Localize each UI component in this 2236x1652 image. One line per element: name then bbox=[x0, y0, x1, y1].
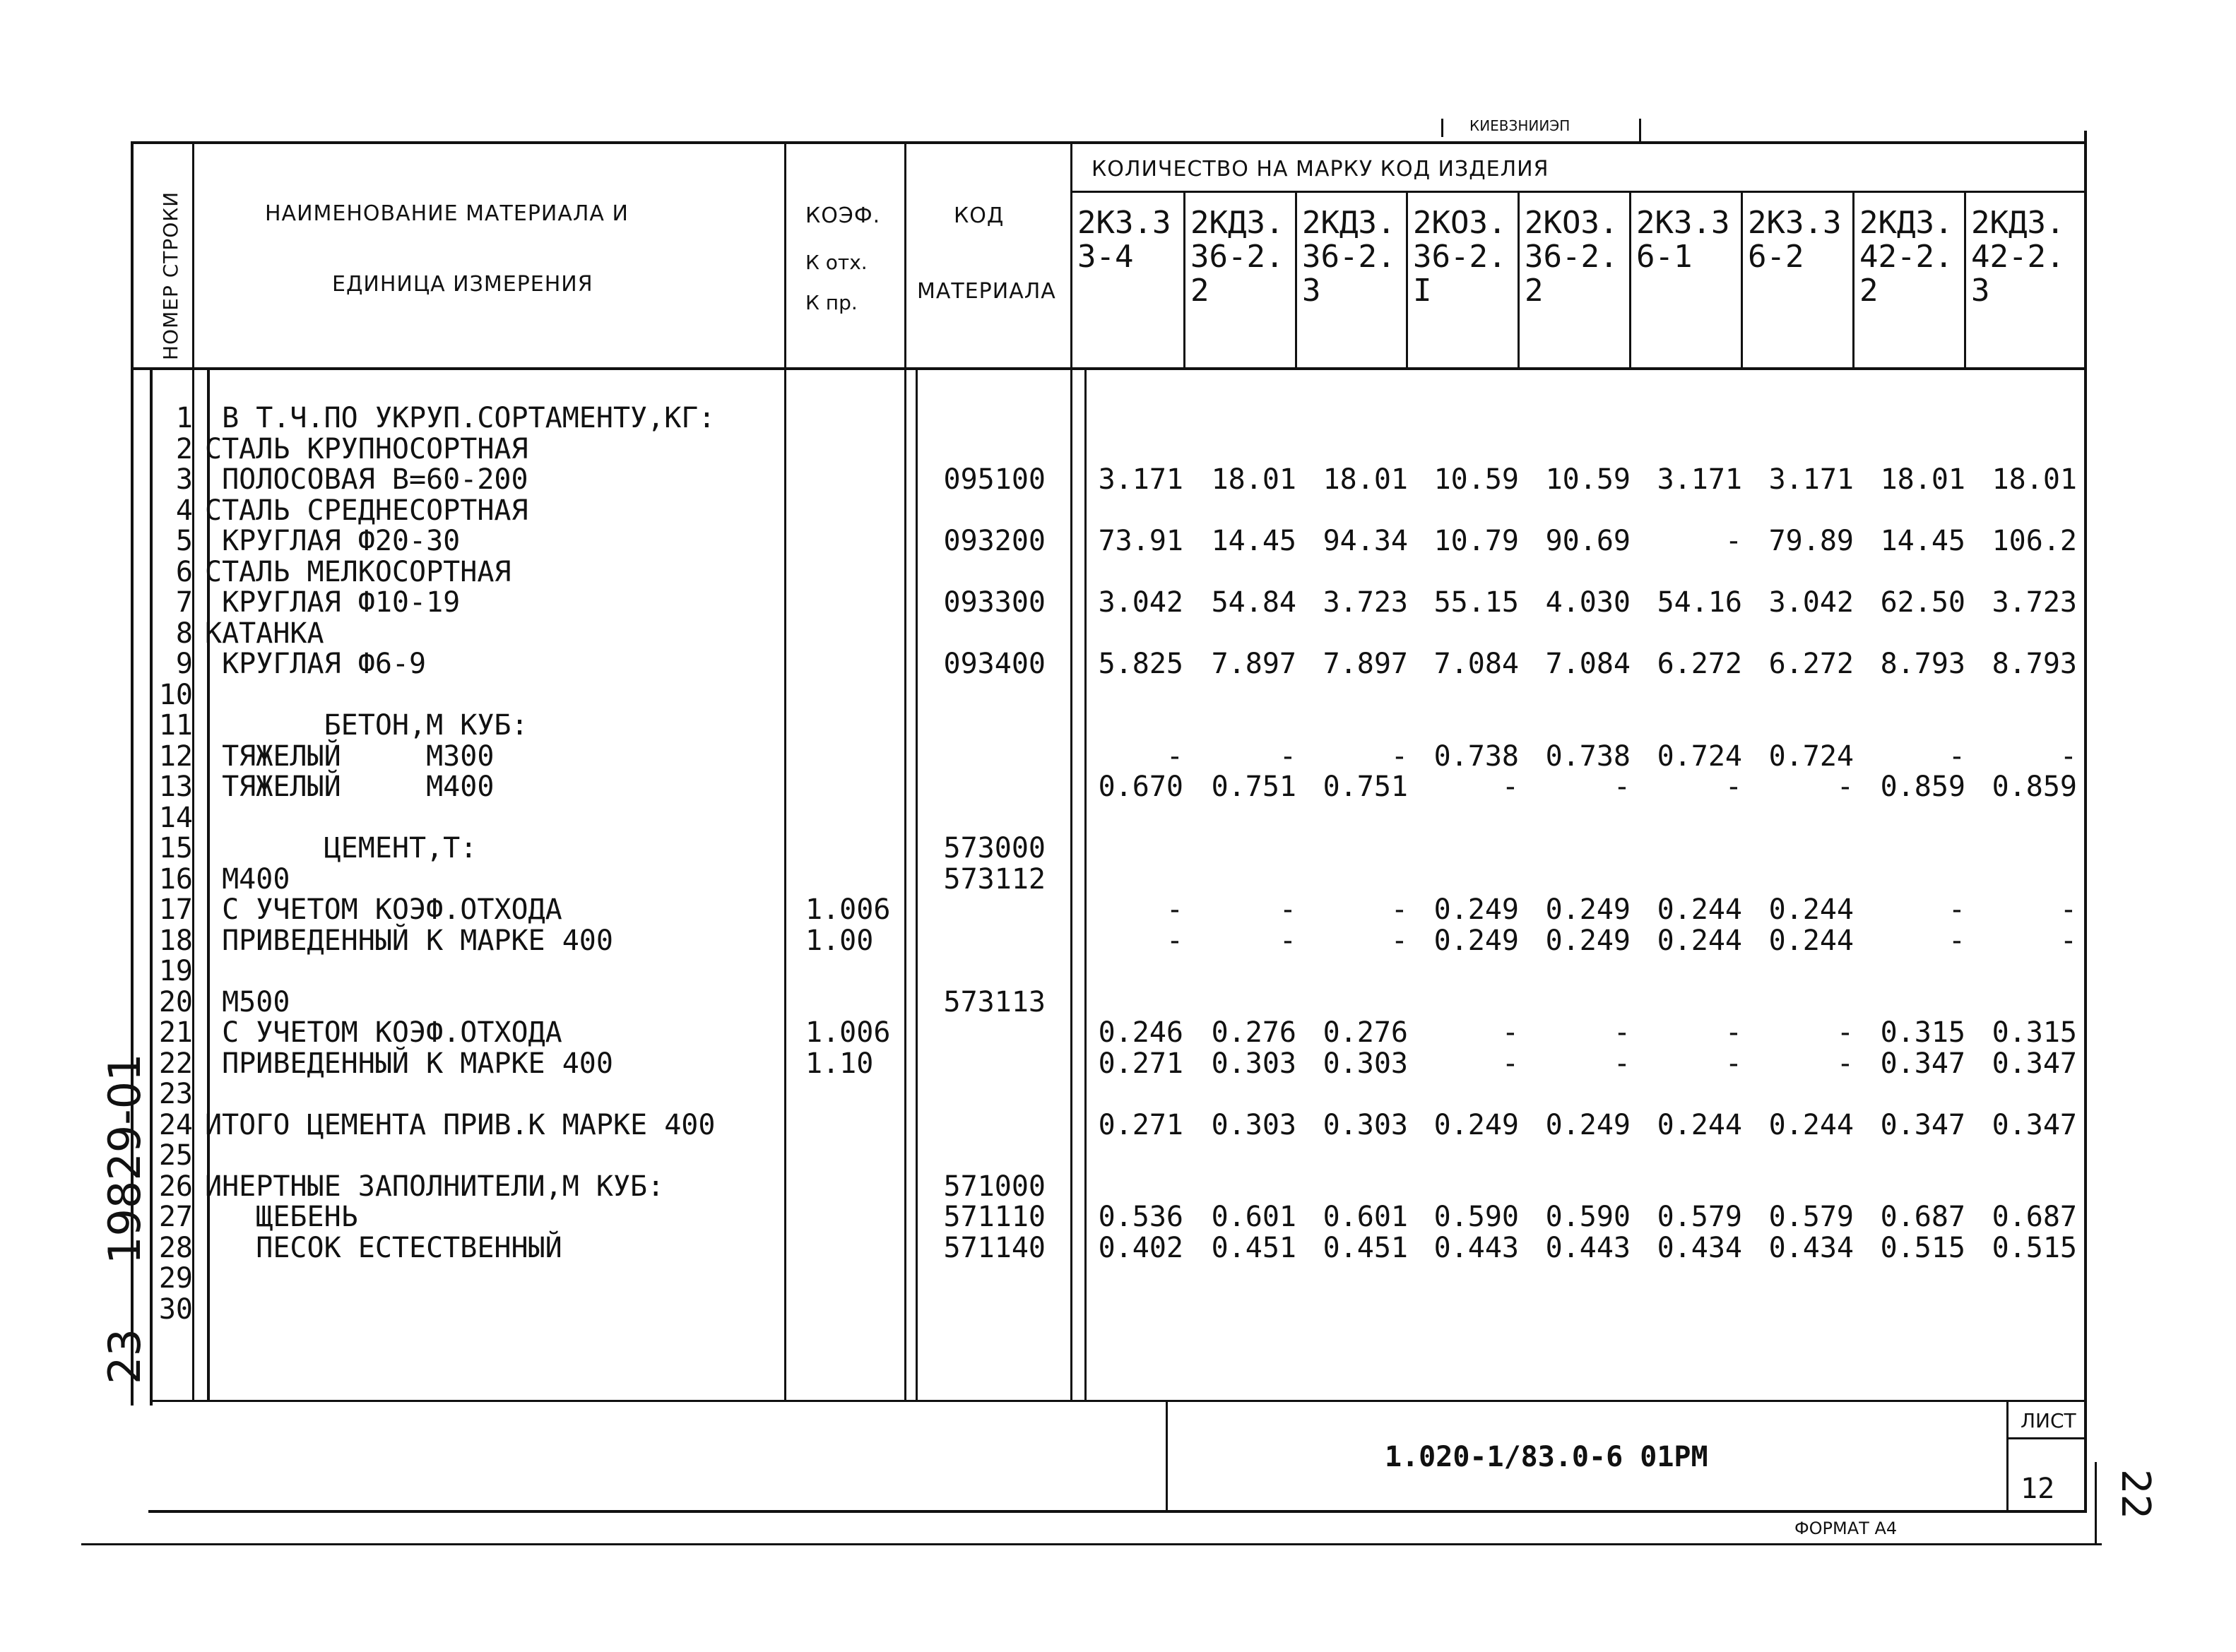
quantity-value: - bbox=[1613, 1016, 1631, 1049]
quantity-value: 0.347 bbox=[1880, 1108, 1965, 1141]
quantity-value: 0.601 bbox=[1323, 1201, 1408, 1233]
table-row bbox=[0, 1232, 2236, 1264]
row-number: 9 bbox=[175, 648, 193, 680]
table-row bbox=[0, 864, 2236, 895]
quantity-value: - bbox=[1501, 1047, 1519, 1080]
row-number: 19 bbox=[158, 955, 193, 987]
quantity-value: 0.515 bbox=[1992, 1231, 2077, 1264]
quantity-value: 0.276 bbox=[1211, 1016, 1296, 1049]
quantity-value: 0.347 bbox=[1992, 1047, 2077, 1080]
material-code: 571140 bbox=[943, 1231, 1046, 1264]
material-name-header-line1: НАИМЕНОВАНИЕ МАТЕРИАЛА И bbox=[265, 201, 629, 226]
quantity-value: - bbox=[1501, 771, 1519, 803]
quantity-value: 0.244 bbox=[1657, 924, 1742, 957]
page-number-left: 23 bbox=[99, 1329, 150, 1384]
coef-header-line1: КОЭФ. bbox=[805, 203, 881, 228]
row-number: 26 bbox=[158, 1170, 193, 1203]
sheet-number: 12 bbox=[2021, 1473, 2055, 1505]
table-row bbox=[0, 833, 2236, 864]
material-name: С УЧЕТОМ КОЭФ.ОТХОДА bbox=[205, 893, 562, 926]
table-row bbox=[0, 464, 2236, 495]
coefficient: 1.00 bbox=[805, 924, 874, 957]
quantity-value: 0.590 bbox=[1433, 1201, 1519, 1233]
quantity-value: 8.793 bbox=[1880, 648, 1965, 680]
quantity-value: 0.434 bbox=[1657, 1231, 1742, 1264]
quantity-value: 0.276 bbox=[1323, 1016, 1408, 1049]
material-name: ИТОГО ЦЕМЕНТА ПРИВ.К МАРКЕ 400 bbox=[205, 1108, 716, 1141]
quantity-value: 62.50 bbox=[1880, 586, 1965, 619]
material-code: 093200 bbox=[943, 525, 1046, 557]
quantity-value: 0.590 bbox=[1545, 1201, 1631, 1233]
table-row bbox=[0, 741, 2236, 772]
material-name: ИНЕРТНЫЕ ЗАПОЛНИТЕЛИ,М КУБ: bbox=[205, 1170, 665, 1203]
mark-header: 2КОЗ. 36-2. 2 bbox=[1525, 205, 1619, 309]
material-name: СТАЛЬ МЕЛКОСОРТНАЯ bbox=[205, 555, 511, 588]
row-number: 6 bbox=[175, 555, 193, 588]
quantity-value: 0.303 bbox=[1323, 1047, 1408, 1080]
material-code: 571110 bbox=[943, 1201, 1046, 1233]
row-number: 14 bbox=[158, 801, 193, 834]
sheet-label: ЛИСТ bbox=[2021, 1409, 2076, 1432]
quantity-value: 0.303 bbox=[1211, 1047, 1296, 1080]
quantity-value: 0.670 bbox=[1098, 771, 1183, 803]
quantity-value: 106.2 bbox=[1992, 525, 2077, 557]
quantity-value: 3.042 bbox=[1768, 586, 1854, 619]
coefficient: 1.006 bbox=[805, 1016, 891, 1049]
quantity-value: 0.443 bbox=[1433, 1231, 1519, 1264]
material-code: 095100 bbox=[943, 463, 1046, 496]
coefficient: 1.006 bbox=[805, 893, 891, 926]
material-code: 093300 bbox=[943, 586, 1046, 619]
quantity-value: 0.246 bbox=[1098, 1016, 1183, 1049]
material-table-body bbox=[0, 403, 2236, 1391]
quantity-value: 3.171 bbox=[1768, 463, 1854, 496]
stamp-label: КИЕВЗНИИЭП bbox=[1469, 117, 1570, 134]
row-number: 4 bbox=[175, 494, 193, 527]
row-number: 2 bbox=[175, 432, 193, 465]
material-name: СТАЛЬ СРЕДНЕСОРТНАЯ bbox=[205, 494, 528, 527]
quantity-value: 18.01 bbox=[1880, 463, 1965, 496]
table-row bbox=[0, 587, 2236, 618]
quantity-value: 7.084 bbox=[1433, 648, 1519, 680]
quantity-value: - bbox=[1725, 525, 1742, 557]
quantity-value: - bbox=[1166, 924, 1183, 957]
quantity-value: 18.01 bbox=[1323, 463, 1408, 496]
table-row bbox=[0, 956, 2236, 987]
quantity-value: 0.687 bbox=[1992, 1201, 2077, 1233]
quantity-value: 0.249 bbox=[1433, 1108, 1519, 1141]
row-number: 15 bbox=[158, 832, 193, 864]
quantity-value: 3.171 bbox=[1657, 463, 1742, 496]
quantity-value: 0.347 bbox=[1992, 1108, 2077, 1141]
quantity-value: - bbox=[1166, 893, 1183, 926]
mark-header: 2КДЗ. 36-2. 3 bbox=[1302, 205, 1396, 309]
mark-header: 2КДЗ. 36-2. 2 bbox=[1190, 205, 1284, 309]
frame-bottom bbox=[148, 1510, 2087, 1513]
quantity-value: 0.249 bbox=[1545, 924, 1631, 957]
quantity-value: 0.244 bbox=[1657, 1108, 1742, 1141]
quantity-value: 0.315 bbox=[1880, 1016, 1965, 1049]
table-row bbox=[0, 618, 2236, 649]
quantity-value: 0.244 bbox=[1768, 924, 1854, 957]
quantity-value: 6.272 bbox=[1768, 648, 1854, 680]
document-code: 1.020-1/83.0-6 01РМ bbox=[1385, 1441, 1708, 1473]
table-row bbox=[0, 1171, 2236, 1202]
table-row bbox=[0, 1078, 2236, 1110]
quantity-value: 14.45 bbox=[1880, 525, 1965, 557]
quantity-value: 0.402 bbox=[1098, 1231, 1183, 1264]
quantity-value: 10.59 bbox=[1433, 463, 1519, 496]
table-row bbox=[0, 925, 2236, 956]
quantity-value: 10.79 bbox=[1433, 525, 1519, 557]
quantity-value: 0.724 bbox=[1768, 739, 1854, 773]
table-row bbox=[0, 1048, 2236, 1079]
mark-header: 2КДЗ. 42-2. 3 bbox=[1971, 205, 2065, 309]
quantity-value: 0.244 bbox=[1768, 1108, 1854, 1141]
row-number: 20 bbox=[158, 985, 193, 1018]
quantity-value: 54.84 bbox=[1211, 586, 1296, 619]
material-name: КРУГЛАЯ Ф6-9 bbox=[205, 648, 427, 680]
material-name: ТЯЖЕЛЫЙ М300 bbox=[205, 739, 495, 773]
material-name: С УЧЕТОМ КОЭФ.ОТХОДА bbox=[205, 1016, 562, 1049]
quantity-value: 0.271 bbox=[1098, 1047, 1183, 1080]
row-number: 3 bbox=[175, 463, 193, 496]
material-name: ЦЕМЕНТ,Т: bbox=[205, 832, 478, 864]
quantity-value: 3.171 bbox=[1098, 463, 1183, 496]
quantity-value: 5.825 bbox=[1098, 648, 1183, 680]
quantity-value: - bbox=[1501, 1016, 1519, 1049]
quantity-value: 0.244 bbox=[1657, 893, 1742, 926]
quantity-value: 0.451 bbox=[1211, 1231, 1296, 1264]
row-number: 24 bbox=[158, 1108, 193, 1141]
table-row bbox=[0, 495, 2236, 526]
material-name: М500 bbox=[205, 985, 290, 1018]
table-row bbox=[0, 648, 2236, 679]
material-code: 573112 bbox=[943, 862, 1046, 896]
quantity-value: - bbox=[1948, 739, 1965, 773]
material-code: 573113 bbox=[943, 985, 1046, 1018]
quantity-value: 0.451 bbox=[1323, 1231, 1408, 1264]
material-name: ПЕСОК ЕСТЕСТВЕННЫЙ bbox=[205, 1231, 562, 1264]
quantity-value: - bbox=[1948, 924, 1965, 957]
mark-header: 2КЗ.3 3-4 bbox=[1077, 205, 1171, 275]
table-row bbox=[0, 1201, 2236, 1232]
material-name: ТЯЖЕЛЫЙ М400 bbox=[205, 771, 495, 803]
page-number-right: 22 bbox=[2112, 1469, 2158, 1520]
material-name: ПРИВЕДЕННЫЙ К МАРКЕ 400 bbox=[205, 1047, 613, 1080]
quantity-value: - bbox=[1390, 893, 1408, 926]
quantity-value: 54.16 bbox=[1657, 586, 1742, 619]
material-name: СТАЛЬ КРУПНОСОРТНАЯ bbox=[205, 432, 528, 465]
quantity-value: 0.579 bbox=[1768, 1201, 1854, 1233]
quantity-value: 55.15 bbox=[1433, 586, 1519, 619]
quantity-value: 94.34 bbox=[1323, 525, 1408, 557]
row-number: 16 bbox=[158, 862, 193, 896]
material-code: 093400 bbox=[943, 648, 1046, 680]
quantity-value: - bbox=[1166, 739, 1183, 773]
quantity-value: - bbox=[2059, 893, 2077, 926]
quantity-value: 14.45 bbox=[1211, 525, 1296, 557]
row-number: 27 bbox=[158, 1201, 193, 1233]
quantity-value: 0.859 bbox=[1880, 771, 1965, 803]
row-number: 12 bbox=[158, 739, 193, 773]
quantity-value: - bbox=[1836, 1047, 1854, 1080]
quantity-value: 0.515 bbox=[1880, 1231, 1965, 1264]
material-name: В Т.Ч.ПО УКРУП.СОРТАМЕНТУ,КГ: bbox=[205, 402, 716, 434]
quantity-value: 3.042 bbox=[1098, 586, 1183, 619]
quantity-value: - bbox=[1279, 893, 1296, 926]
quantity-value: 0.751 bbox=[1323, 771, 1408, 803]
material-name: КРУГЛАЯ Ф20-30 bbox=[205, 525, 461, 557]
quantity-value: 0.687 bbox=[1880, 1201, 1965, 1233]
quantity-value: - bbox=[1390, 924, 1408, 957]
quantity-value: 10.59 bbox=[1545, 463, 1631, 496]
material-name: КАТАНКА bbox=[205, 617, 324, 650]
table-row bbox=[0, 1140, 2236, 1171]
inventory-number: 19829-01 bbox=[99, 1053, 150, 1264]
quantity-value: - bbox=[2059, 924, 2077, 957]
quantity-value: 8.793 bbox=[1992, 648, 2077, 680]
row-number: 18 bbox=[158, 924, 193, 957]
row-number: 11 bbox=[158, 709, 193, 742]
quantity-value: - bbox=[1390, 739, 1408, 773]
coef-header-line3: К пр. bbox=[805, 291, 858, 314]
table-row bbox=[0, 1017, 2236, 1048]
row-number: 7 bbox=[175, 586, 193, 619]
quantity-value: 0.751 bbox=[1211, 771, 1296, 803]
frame-top bbox=[131, 141, 2084, 144]
code-header-line1: КОД bbox=[954, 203, 1005, 228]
table-row bbox=[0, 802, 2236, 833]
row-number: 17 bbox=[158, 893, 193, 926]
material-name: ЩЕБЕНЬ bbox=[205, 1201, 358, 1233]
quantity-value: - bbox=[1613, 1047, 1631, 1080]
quantity-value: 18.01 bbox=[1211, 463, 1296, 496]
quantity-value: 0.434 bbox=[1768, 1231, 1854, 1264]
quantity-value: 0.536 bbox=[1098, 1201, 1183, 1233]
quantity-value: - bbox=[1836, 771, 1854, 803]
quantity-value: 0.303 bbox=[1323, 1108, 1408, 1141]
row-number: 28 bbox=[158, 1231, 193, 1264]
coefficient: 1.10 bbox=[805, 1047, 874, 1080]
quantity-value: - bbox=[1725, 1016, 1742, 1049]
quantity-value: - bbox=[1836, 1016, 1854, 1049]
mark-header: 2КОЗ. 36-2. I bbox=[1413, 205, 1507, 309]
row-number: 5 bbox=[175, 525, 193, 557]
table-row bbox=[0, 434, 2236, 465]
quantity-value: 0.738 bbox=[1433, 739, 1519, 773]
row-number: 23 bbox=[158, 1078, 193, 1110]
row-number: 13 bbox=[158, 771, 193, 803]
material-code: 571000 bbox=[943, 1170, 1046, 1203]
table-row bbox=[0, 1294, 2236, 1325]
table-row bbox=[0, 679, 2236, 711]
quantity-value: 0.271 bbox=[1098, 1108, 1183, 1141]
material-name: ПРИВЕДЕННЫЙ К МАРКЕ 400 bbox=[205, 924, 613, 957]
code-header-line2: МАТЕРИАЛА bbox=[917, 279, 1056, 304]
quantity-value: 0.249 bbox=[1545, 1108, 1631, 1141]
table-row bbox=[0, 710, 2236, 741]
format-label: ФОРМАТ А4 bbox=[1794, 1519, 1898, 1538]
table-row bbox=[0, 557, 2236, 588]
table-row bbox=[0, 1110, 2236, 1141]
quantity-value: 3.723 bbox=[1323, 586, 1408, 619]
quantity-value: 90.69 bbox=[1545, 525, 1631, 557]
material-name: ПОЛОСОВАЯ В=60-200 bbox=[205, 463, 528, 496]
table-row bbox=[0, 987, 2236, 1018]
quantity-value: 0.579 bbox=[1657, 1201, 1742, 1233]
row-number: 21 bbox=[158, 1016, 193, 1049]
quantity-value: - bbox=[2059, 739, 2077, 773]
material-name-header-line2: ЕДИНИЦА ИЗМЕРЕНИЯ bbox=[332, 272, 593, 297]
quantity-value: 0.859 bbox=[1992, 771, 2077, 803]
quantity-value: 0.244 bbox=[1768, 893, 1854, 926]
quantity-value: 0.738 bbox=[1545, 739, 1631, 773]
quantity-value: 0.347 bbox=[1880, 1047, 1965, 1080]
quantity-value: - bbox=[1613, 771, 1631, 803]
material-name: КРУГЛАЯ Ф10-19 bbox=[205, 586, 461, 619]
quantity-value: - bbox=[1725, 1047, 1742, 1080]
row-number: 22 bbox=[158, 1047, 193, 1080]
row-number: 8 bbox=[175, 617, 193, 650]
quantity-value: - bbox=[1725, 771, 1742, 803]
mark-header: 2КЗ.3 6-2 bbox=[1748, 205, 1842, 275]
quantity-value: 6.272 bbox=[1657, 648, 1742, 680]
quantity-value: 73.91 bbox=[1098, 525, 1183, 557]
quantity-value: 18.01 bbox=[1992, 463, 2077, 496]
table-row bbox=[0, 894, 2236, 925]
quantity-value: 0.443 bbox=[1545, 1231, 1631, 1264]
row-number: 10 bbox=[158, 678, 193, 711]
quantity-value: 0.249 bbox=[1545, 893, 1631, 926]
quantity-value: - bbox=[1279, 924, 1296, 957]
row-number: 25 bbox=[158, 1139, 193, 1172]
quantity-value: 7.897 bbox=[1211, 648, 1296, 680]
table-row bbox=[0, 771, 2236, 802]
quantity-value: 0.315 bbox=[1992, 1016, 2077, 1049]
quantity-value: 0.303 bbox=[1211, 1108, 1296, 1141]
row-number: 30 bbox=[158, 1293, 193, 1326]
material-name: М400 bbox=[205, 862, 290, 896]
quantity-value: 0.249 bbox=[1433, 924, 1519, 957]
quantity-value: 0.724 bbox=[1657, 739, 1742, 773]
table-row bbox=[0, 525, 2236, 557]
row-number: 1 bbox=[175, 402, 193, 434]
table-row bbox=[0, 1263, 2236, 1294]
table-row bbox=[0, 403, 2236, 434]
quantity-value: 7.084 bbox=[1545, 648, 1631, 680]
mark-header: 2КДЗ. 42-2. 2 bbox=[1859, 205, 1953, 309]
quantity-value: - bbox=[1948, 893, 1965, 926]
coef-header-line2: К отх. bbox=[805, 251, 868, 274]
quantity-value: 4.030 bbox=[1545, 586, 1631, 619]
row-number: 29 bbox=[158, 1262, 193, 1295]
quantity-value: 0.249 bbox=[1433, 893, 1519, 926]
quantity-value: 0.601 bbox=[1211, 1201, 1296, 1233]
row-number-header: НОМЕР СТРОКИ bbox=[159, 191, 182, 360]
mark-header: 2КЗ.3 6-1 bbox=[1636, 205, 1730, 275]
quantity-value: - bbox=[1279, 739, 1296, 773]
quantity-value: 7.897 bbox=[1323, 648, 1408, 680]
quantity-value: 3.723 bbox=[1992, 586, 2077, 619]
quantity-value: 79.89 bbox=[1768, 525, 1854, 557]
material-name: БЕТОН,М КУБ: bbox=[205, 709, 528, 742]
material-code: 573000 bbox=[943, 832, 1046, 864]
quantity-header: КОЛИЧЕСТВО НА МАРКУ КОД ИЗДЕЛИЯ bbox=[1092, 157, 1549, 182]
